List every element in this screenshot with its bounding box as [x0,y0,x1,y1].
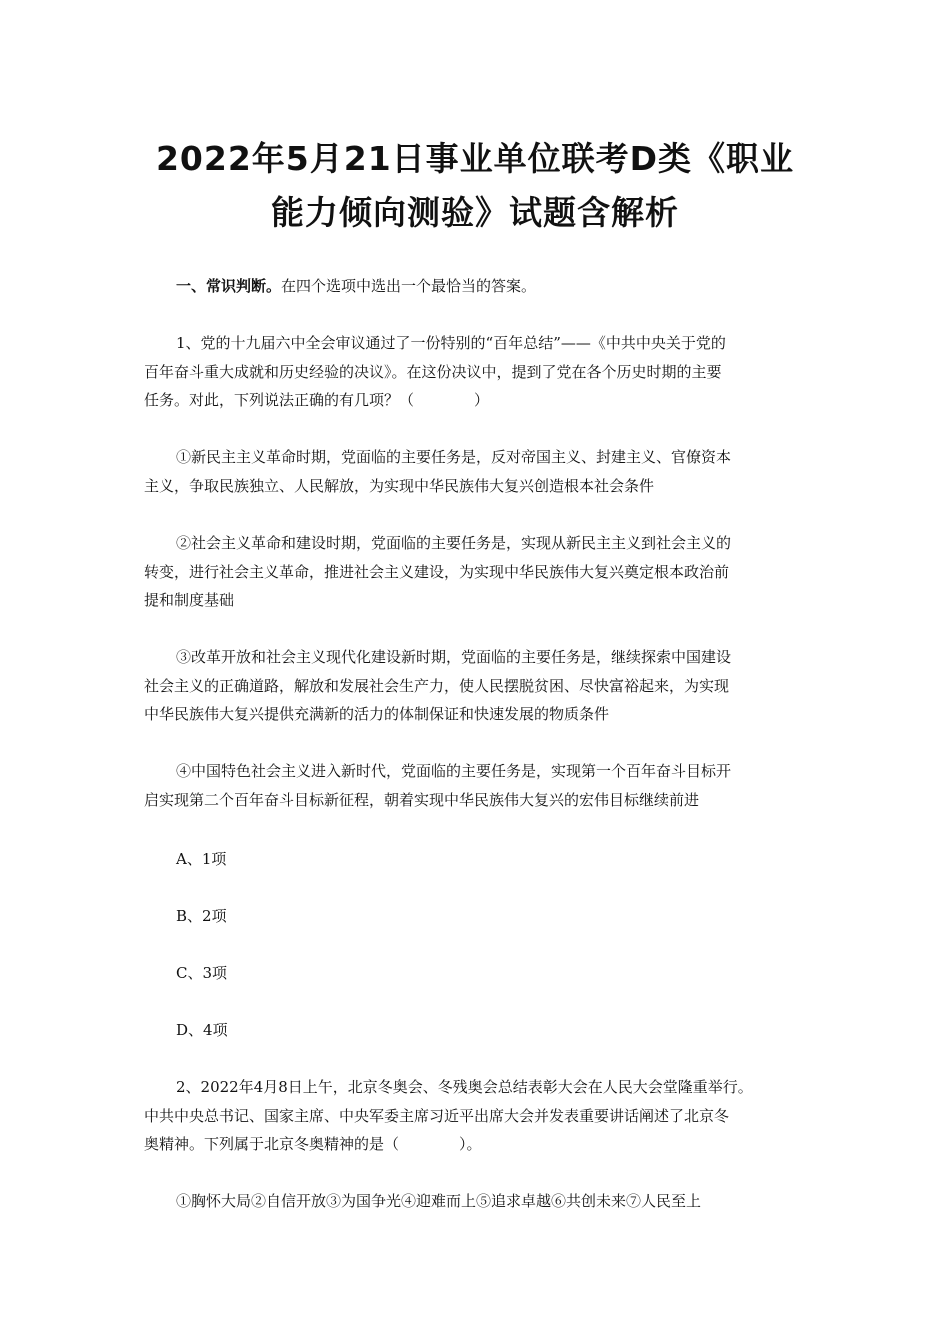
question-1-option-d: D、4项 [176,1021,228,1039]
question-1-option-a: A、1项 [176,850,227,868]
document-title [120,132,830,240]
question-1-option-c: C、3项 [176,964,228,982]
question-2-items: ①胸怀大局②自信开放③为国争光④迎难而上⑤追求卓越⑥共创未来⑦人民至上 [176,1192,702,1210]
question-1-line: 百年奋斗重大成就和历史经验的决议》。在这份决议中，提到了党在各个历史时期的主要 [144,362,722,381]
question-1-stem [144,329,808,415]
question-1-line: 任务。对此，下列说法正确的有几项？（ ） [144,391,490,409]
section-1-intro [144,272,808,301]
section-1-instruction: 在四个选项中选出一个最恰当的答案。 [281,277,537,295]
question-1-item-4: ④中国特色社会主义进入新时代，党面临的主要任务是，实现第一个百年奋斗目标开 启实现第二个百年奋斗目标新征程，朝着实现中华民族伟大复兴的宏伟目标继续前进 [144,762,732,809]
question-2-stem [144,1073,808,1159]
question-1-item-3: ③改革开放和社会主义现代化建设新时期，党面临的主要任务是，继续探索中国建设 社会主义的正确道路，解放和发展社会生产力，使人民摆脱贫困、尽快富裕起来，为实现 中华民族伟大复兴提供充满新的活力的体制保证和快速发展的物质条件 [144,648,732,723]
question-2-line: 中共中央总书记、国家主席、中央军委主席习近平出席大会并发表重要讲话阐述了北京冬 [144,1106,730,1125]
title-line-1: 2022年5月21日事业单位联考D类《职业 [155,139,795,178]
section-1-heading: 一、常识判断。 [176,277,282,295]
question-2-line: 奥精神。下列属于北京冬奥精神的是（ ）。 [144,1135,482,1153]
question-1-item-2: ②社会主义革命和建设时期，党面临的主要任务是，实现从新民主主义到社会主义的 转变，进行社会主义革命，推进社会主义建设，为实现中华民族伟大复兴奠定根本政治前 提和制度基础 [144,534,732,609]
title-line-2: 能力倾向测验》试题含解析 [271,193,679,232]
question-1-line: 1、党的十九届六中全会审议通过了一份特别的“百年总结”——《中共中央关于党的 [176,334,726,352]
question-1-option-b: B、2项 [176,907,227,925]
question-2-line: 2、2022年4月8日上午，北京冬奥会、冬残奥会总结表彰大会在人民大会堂隆重举行。 [176,1078,753,1096]
question-1-item-1: ①新民主主义革命时期，党面临的主要任务是，反对帝国主义、封建主义、官僚资本 主义，争取民族独立、人民解放，为实现中华民族伟大复兴创造根本社会条件 [144,448,732,495]
